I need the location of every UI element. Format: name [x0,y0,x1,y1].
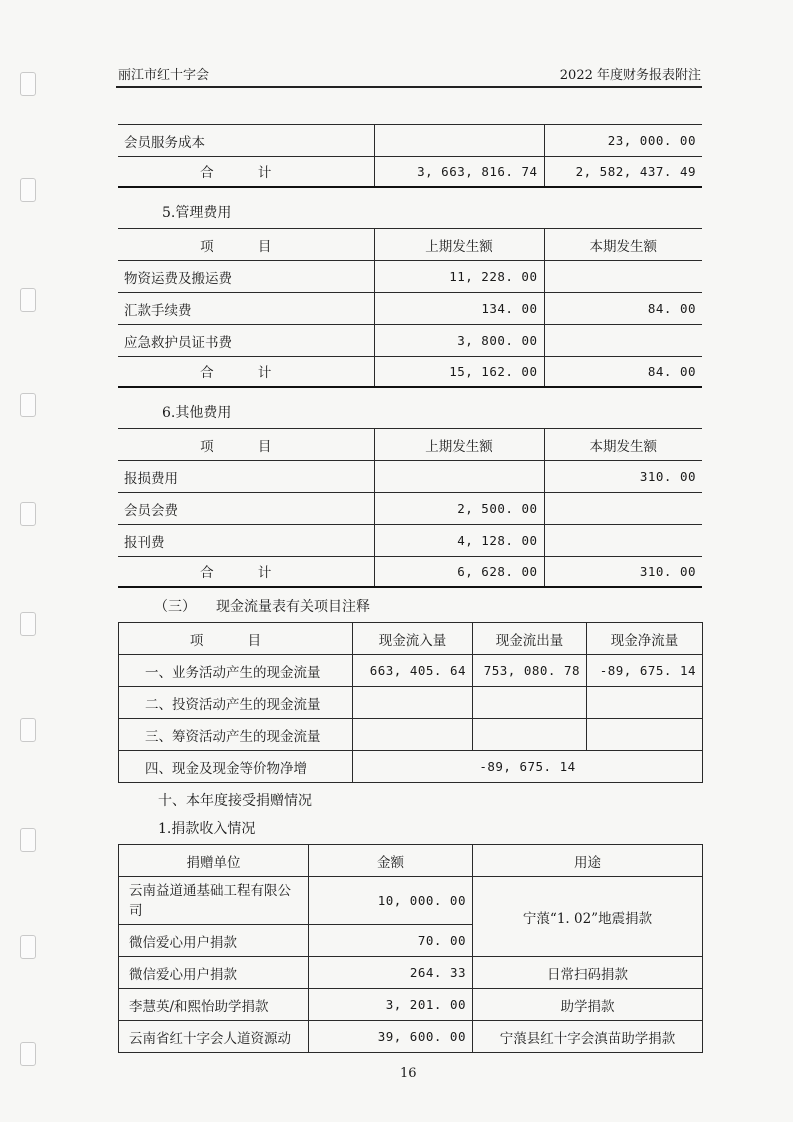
binder-hole-mark [20,393,36,417]
cell-curr: 84. 00 [544,293,702,325]
cell-prev [374,461,544,493]
cell-use: 日常扫码捐款 [473,957,703,989]
cell-donor: 微信爱心用户捐款 [119,925,309,957]
cell-total-label: 合 计 [118,557,374,587]
cell-curr [544,261,702,293]
section-title: 现金流量表有关项目注释 [216,599,370,615]
cell-donor: 微信爱心用户捐款 [119,957,309,989]
cell-amount: 10, 000. 00 [309,877,473,925]
cell-curr: 23, 000. 00 [544,125,702,157]
binder-hole-mark [20,502,36,526]
cell-item: 汇款手续费 [118,293,374,325]
col-header: 项 目 [118,429,374,461]
cell-item: 报损费用 [118,461,374,493]
col-header: 现金净流量 [587,623,703,655]
cell-amount: 39, 600. 00 [309,1021,473,1053]
cell-net [587,719,703,751]
cell-use: 助学捐款 [473,989,703,1021]
section-title: 6.其他费用 [162,405,232,421]
cell-prev: 3, 663, 816. 74 [374,157,544,187]
binder-hole-mark [20,72,36,96]
cell-item: 会员服务成本 [118,125,374,157]
table-other-expenses [118,428,702,588]
cell-outflow [473,719,587,751]
table-cash-flow [118,622,703,783]
header-org: 丽江市红十字会 [118,68,210,83]
col-header: 本期发生额 [544,429,702,461]
cell-total-label: 合 计 [118,357,374,387]
cell-total-label: 合 计 [118,157,374,187]
cell-item: 物资运费及搬运费 [118,261,374,293]
cell-prev [374,125,544,157]
cell-use-merged: 宁蒗“1. 02”地震捐款 [473,877,703,957]
binder-hole-mark [20,718,36,742]
cell-inflow [353,719,473,751]
section-title: 5.管理费用 [162,205,232,221]
subsection-title: 1.捐款收入情况 [158,821,256,837]
cell-curr [544,493,702,525]
cell-amount: 70. 00 [309,925,473,957]
col-header: 项 目 [119,623,353,655]
cell-net [587,687,703,719]
binder-hole-mark [20,1042,36,1066]
binder-hole-mark [20,612,36,636]
cell-prev: 4, 128. 00 [374,525,544,557]
cell-item: 一、业务活动产生的现金流量 [119,655,353,687]
cell-item: 报刊费 [118,525,374,557]
cell-item: 应急救护员证书费 [118,325,374,357]
header-title: 2022 年度财务报表附注 [559,68,701,83]
col-header: 上期发生额 [374,429,544,461]
cell-outflow [473,687,587,719]
cell-donor: 李慧英/和熙怡助学捐款 [119,989,309,1021]
cell-prev: 6, 628. 00 [374,557,544,587]
cell-inflow [353,687,473,719]
col-header: 项 目 [118,229,374,261]
cell-curr: 310. 00 [544,461,702,493]
section-title: 十、本年度接受捐赠情况 [158,793,312,809]
cell-curr [544,525,702,557]
cell-curr: 2, 582, 437. 49 [544,157,702,187]
cell-donor: 云南省红十字会人道资源动 [119,1021,309,1053]
binder-hole-mark [20,935,36,959]
cell-prev: 134. 00 [374,293,544,325]
cell-item: 四、现金及现金等价物净增 [119,751,353,783]
page-number: 16 [400,1066,417,1081]
cell-item: 三、筹资活动产生的现金流量 [119,719,353,751]
binder-hole-mark [20,288,36,312]
col-header: 上期发生额 [374,229,544,261]
cell-use: 宁蒗县红十字会滇苗助学捐款 [473,1021,703,1053]
cell-curr: 84. 00 [544,357,702,387]
cell-net-increase: -89, 675. 14 [353,751,703,783]
cell-prev: 15, 162. 00 [374,357,544,387]
cell-item: 二、投资活动产生的现金流量 [119,687,353,719]
table-admin-expenses [118,228,702,388]
cell-donor: 云南益道通基础工程有限公司 [119,877,309,925]
cell-outflow: 753, 080. 78 [473,655,587,687]
cell-prev: 2, 500. 00 [374,493,544,525]
col-header: 捐赠单位 [119,845,309,877]
col-header: 现金流入量 [353,623,473,655]
col-header: 本期发生额 [544,229,702,261]
binder-hole-mark [20,828,36,852]
col-header: 金额 [309,845,473,877]
binder-hole-mark [20,178,36,202]
col-header: 用途 [473,845,703,877]
cell-prev: 3, 800. 00 [374,325,544,357]
cell-inflow: 663, 405. 64 [353,655,473,687]
table-top [118,124,702,188]
section-number: （三） [154,599,196,615]
col-header: 现金流出量 [473,623,587,655]
cell-amount: 264. 33 [309,957,473,989]
cell-item: 会员会费 [118,493,374,525]
cell-prev: 11, 228. 00 [374,261,544,293]
cell-curr: 310. 00 [544,557,702,587]
header-rule [116,86,702,88]
cell-curr [544,325,702,357]
cell-amount: 3, 201. 00 [309,989,473,1021]
cell-net: -89, 675. 14 [587,655,703,687]
table-donations [118,844,703,1053]
